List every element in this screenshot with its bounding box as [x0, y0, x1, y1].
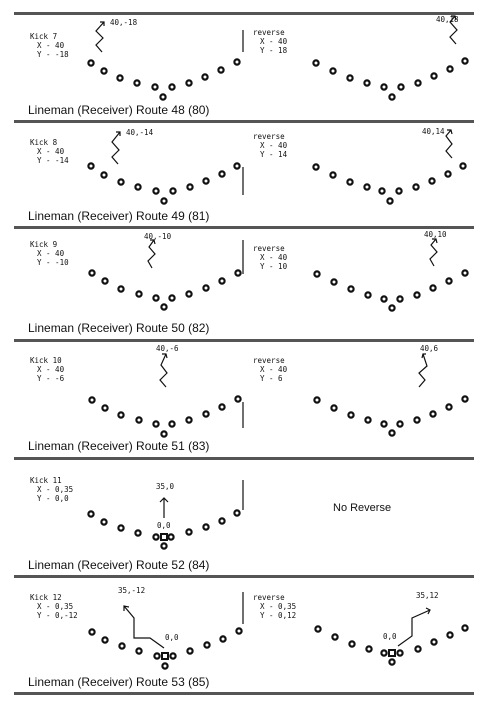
panel-route-49 [0, 122, 480, 230]
ball-marker [162, 653, 168, 659]
kick-coord: 35,-12 [118, 586, 146, 595]
no-reverse-label: No Reverse [333, 502, 392, 514]
player-marker [234, 59, 239, 64]
player-marker [119, 643, 124, 648]
kick-title: Kick 8 [30, 138, 58, 147]
panel-route-48 [0, 0, 480, 122]
player-marker [169, 84, 174, 89]
player-marker [314, 397, 319, 402]
reverse-title: reverse [253, 244, 285, 253]
player-marker [381, 296, 386, 301]
player-marker [389, 659, 394, 664]
player-marker [349, 641, 354, 646]
player-marker [413, 184, 418, 189]
kick-y: Y - -6 [37, 374, 65, 383]
reverse-coord: 35,12 [416, 591, 439, 600]
player-marker [445, 171, 450, 176]
player-marker [134, 80, 139, 85]
player-marker [161, 198, 166, 203]
player-marker [219, 278, 224, 283]
player-marker [234, 510, 239, 515]
player-marker [381, 84, 386, 89]
player-marker [234, 163, 239, 168]
kick-coord: 40,-10 [144, 232, 172, 241]
player-marker [170, 653, 175, 658]
kick-x: X - 40 [37, 147, 65, 156]
panel-route-53 [0, 578, 480, 703]
kick-x: X - 0,35 [37, 485, 74, 494]
player-marker [460, 163, 465, 168]
player-marker [102, 278, 107, 283]
player-marker [331, 279, 336, 284]
player-marker [169, 295, 174, 300]
route-arrow [96, 22, 104, 52]
reverse-title: reverse [253, 28, 285, 37]
player-marker [447, 66, 452, 71]
player-marker [186, 417, 191, 422]
player-marker [389, 305, 394, 310]
kick-title: Kick 12 [30, 593, 62, 602]
player-marker [136, 648, 141, 653]
reverse-y: Y - 6 [260, 374, 283, 383]
bottom-rule [14, 692, 474, 695]
player-marker [447, 632, 452, 637]
route-arrow [398, 608, 430, 646]
route-caption: Lineman (Receiver) Route 52 (84) [28, 558, 210, 572]
player-marker [102, 637, 107, 642]
player-marker [202, 74, 207, 79]
player-marker [381, 650, 386, 655]
player-marker [381, 421, 386, 426]
player-marker [364, 80, 369, 85]
player-marker [88, 60, 93, 65]
route-caption: Lineman (Receiver) Route 53 (85) [28, 675, 210, 689]
player-marker [446, 278, 451, 283]
route-arrow [124, 606, 164, 648]
kick-x: X - 40 [37, 365, 65, 374]
kick-y: Y - 0,-12 [37, 611, 78, 620]
route-caption: Lineman (Receiver) Route 49 (81) [28, 209, 210, 223]
player-marker [397, 650, 402, 655]
player-marker [101, 519, 106, 524]
player-marker [219, 404, 224, 409]
player-marker [462, 270, 467, 275]
player-marker [220, 636, 225, 641]
kick-coord: 40,-14 [126, 128, 154, 137]
ball-coord: 0,0 [165, 633, 179, 642]
kick-title: Kick 10 [30, 356, 62, 365]
player-marker [152, 84, 157, 89]
player-marker [153, 295, 158, 300]
player-marker [348, 412, 353, 417]
reverse-title: reverse [253, 356, 285, 365]
player-marker [160, 94, 165, 99]
kick-y: Y - -18 [37, 50, 69, 59]
player-marker [136, 417, 141, 422]
player-marker [117, 75, 122, 80]
ball-marker [161, 534, 167, 540]
player-marker [398, 84, 403, 89]
reverse-x: X - 0,35 [260, 602, 297, 611]
reverse-x: X - 40 [260, 365, 288, 374]
player-marker [154, 653, 159, 658]
player-marker [313, 60, 318, 65]
route-arrow [446, 130, 452, 158]
reverse-x: X - 40 [260, 141, 288, 150]
player-marker [347, 75, 352, 80]
player-marker [218, 67, 223, 72]
player-marker [153, 188, 158, 193]
player-marker [235, 396, 240, 401]
player-marker [88, 163, 93, 168]
reverse-y: Y - 18 [260, 46, 288, 55]
player-marker [414, 292, 419, 297]
player-marker [429, 178, 434, 183]
player-marker [315, 626, 320, 631]
player-marker [203, 524, 208, 529]
player-marker [219, 171, 224, 176]
player-marker [379, 188, 384, 193]
player-marker [330, 172, 335, 177]
player-marker [415, 646, 420, 651]
player-marker [462, 58, 467, 63]
player-marker [186, 80, 191, 85]
player-marker [170, 188, 175, 193]
route-arrow [148, 240, 155, 268]
player-marker [219, 518, 224, 523]
player-marker [186, 291, 191, 296]
player-marker [187, 648, 192, 653]
player-marker [89, 270, 94, 275]
bottom-rule [14, 226, 474, 229]
kick-coord: 40,-18 [110, 18, 138, 27]
player-marker [314, 271, 319, 276]
player-marker [203, 285, 208, 290]
player-marker [135, 530, 140, 535]
reverse-coord: 40,14 [422, 127, 445, 136]
reverse-title: reverse [253, 132, 285, 141]
player-marker [168, 534, 173, 539]
reverse-y: Y - 14 [260, 150, 288, 159]
kick-coord: 35,0 [156, 482, 175, 491]
ball-marker [389, 650, 395, 656]
player-marker [347, 179, 352, 184]
player-marker [331, 405, 336, 410]
reverse-x: X - 40 [260, 253, 288, 262]
player-marker [389, 94, 394, 99]
player-marker [397, 296, 402, 301]
reverse-coord: 40,18 [436, 15, 459, 24]
ball-coord: 0,0 [157, 521, 171, 530]
player-marker [118, 286, 123, 291]
player-marker [365, 417, 370, 422]
kick-title: Kick 7 [30, 32, 58, 41]
player-marker [365, 292, 370, 297]
kick-y: Y - -14 [37, 156, 69, 165]
route-caption: Lineman (Receiver) Route 50 (82) [28, 321, 210, 335]
player-marker [366, 646, 371, 651]
player-marker [387, 198, 392, 203]
reverse-coord: 40,6 [420, 344, 439, 353]
player-marker [332, 634, 337, 639]
reverse-title: reverse [253, 593, 285, 602]
player-marker [186, 529, 191, 534]
route-arrow [450, 16, 457, 44]
route-arrow [430, 239, 437, 266]
reverse-y: Y - 10 [260, 262, 288, 271]
player-marker [431, 73, 436, 78]
route-caption: Lineman (Receiver) Route 48 (80) [28, 103, 210, 117]
player-marker [136, 291, 141, 296]
player-marker [135, 184, 140, 189]
player-marker [203, 411, 208, 416]
panel-route-50 [0, 230, 480, 342]
kick-x: X - 0,35 [37, 602, 74, 611]
kick-title: Kick 9 [30, 240, 58, 249]
player-marker [348, 286, 353, 291]
reverse-x: X - 40 [260, 37, 288, 46]
kick-y: Y - -10 [37, 258, 69, 267]
player-marker [330, 68, 335, 73]
player-marker [118, 412, 123, 417]
player-marker [462, 625, 467, 630]
kick-title: Kick 11 [30, 476, 62, 485]
player-marker [89, 629, 94, 634]
kick-x: X - 40 [37, 41, 65, 50]
reverse-y: Y - 0,12 [260, 611, 297, 620]
player-marker [169, 421, 174, 426]
player-marker [430, 285, 435, 290]
player-marker [153, 421, 158, 426]
route-arrow [419, 354, 427, 387]
player-marker [430, 411, 435, 416]
player-marker [235, 270, 240, 275]
route-arrow [160, 498, 168, 518]
player-marker [313, 164, 318, 169]
player-marker [89, 397, 94, 402]
reverse-coord: 40,10 [424, 230, 447, 239]
player-marker [397, 421, 402, 426]
panel-route-51 [0, 342, 480, 460]
player-marker [88, 511, 93, 516]
reverse-ball-coord: 0,0 [383, 632, 397, 641]
player-marker [118, 525, 123, 530]
player-marker [161, 543, 166, 548]
route-arrow [160, 354, 167, 387]
player-marker [153, 534, 158, 539]
player-marker [203, 178, 208, 183]
player-marker [462, 396, 467, 401]
kick-coord: 40,-6 [156, 344, 179, 353]
player-marker [102, 405, 107, 410]
panel-route-52 [0, 460, 480, 578]
player-marker [414, 417, 419, 422]
player-marker [162, 663, 167, 668]
player-marker [101, 68, 106, 73]
route-caption: Lineman (Receiver) Route 51 (83) [28, 439, 210, 453]
player-marker [187, 184, 192, 189]
route-arrow [112, 132, 120, 164]
kick-x: X - 40 [37, 249, 65, 258]
kick-y: Y - 0,0 [37, 494, 69, 503]
player-marker [446, 404, 451, 409]
player-marker [204, 642, 209, 647]
player-marker [389, 430, 394, 435]
player-marker [236, 628, 241, 633]
player-marker [415, 80, 420, 85]
player-marker [396, 188, 401, 193]
player-marker [161, 304, 166, 309]
player-marker [118, 179, 123, 184]
player-marker [431, 639, 436, 644]
player-marker [364, 184, 369, 189]
player-marker [101, 172, 106, 177]
player-marker [161, 431, 166, 436]
